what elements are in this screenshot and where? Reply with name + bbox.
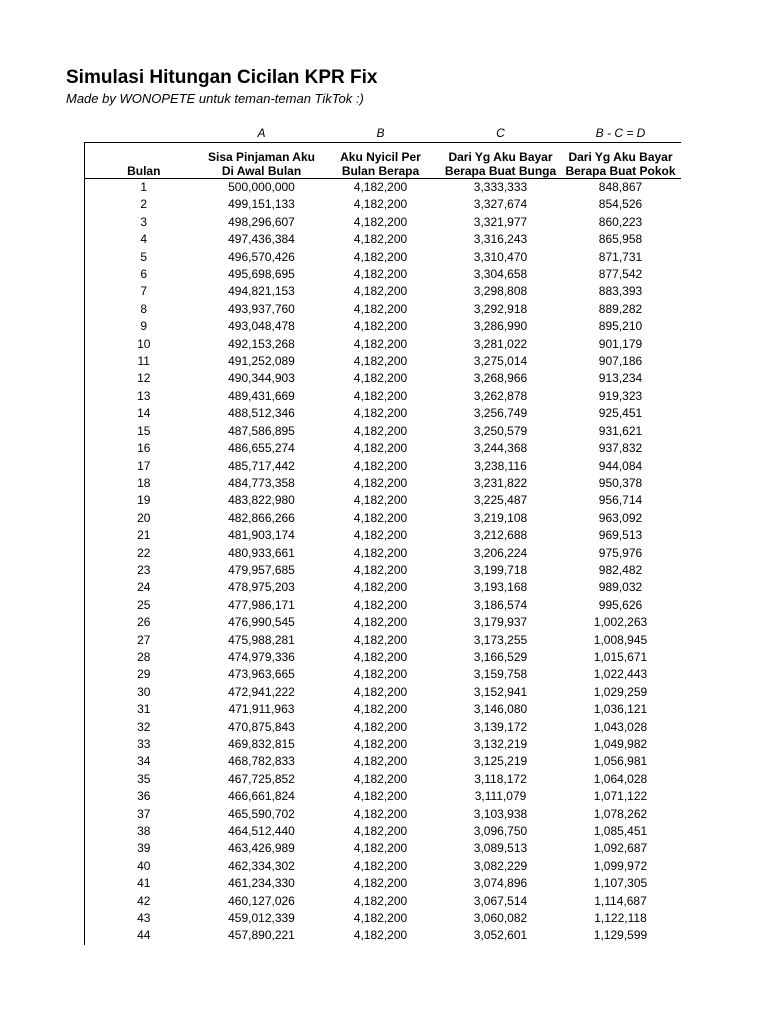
cell-cicilan: 4,182,200 bbox=[353, 249, 408, 264]
cell-pokok: 931,621 bbox=[598, 423, 643, 438]
cell-pokok: 889,282 bbox=[598, 301, 643, 316]
cell-bunga: 3,250,579 bbox=[473, 423, 528, 438]
cell-bunga: 3,316,243 bbox=[473, 232, 528, 247]
table-row bbox=[85, 196, 681, 213]
cell-pokok: 982,482 bbox=[598, 562, 643, 577]
cell-sisa-pinjaman: 497,436,384 bbox=[228, 232, 295, 247]
cell-bunga: 3,193,168 bbox=[473, 580, 528, 595]
header-line: Dari Yg Aku Bayar bbox=[448, 150, 553, 164]
cell-sisa-pinjaman: 482,866,266 bbox=[228, 510, 295, 525]
cell-cicilan: 4,182,200 bbox=[353, 475, 408, 490]
table-row bbox=[85, 353, 681, 370]
cell-pokok: 1,043,028 bbox=[593, 719, 648, 734]
cell-cicilan: 4,182,200 bbox=[353, 824, 408, 839]
column-letter: A bbox=[257, 126, 266, 140]
table-row bbox=[85, 649, 681, 666]
cell-bunga: 3,067,514 bbox=[473, 893, 528, 908]
cell-pokok: 1,099,972 bbox=[593, 858, 648, 873]
table-row bbox=[85, 632, 681, 649]
cell-bulan: 41 bbox=[85, 875, 203, 892]
cell-bulan: 24 bbox=[85, 579, 203, 596]
cell-pokok: 1,036,121 bbox=[593, 702, 648, 717]
cell-cicilan: 4,182,200 bbox=[353, 911, 408, 926]
cell-pokok: 1,002,263 bbox=[593, 615, 648, 630]
table-row bbox=[85, 423, 681, 440]
table-row bbox=[85, 858, 681, 875]
cell-sisa-pinjaman: 492,153,268 bbox=[228, 336, 295, 351]
cell-sisa-pinjaman: 460,127,026 bbox=[228, 893, 295, 908]
cell-sisa-pinjaman: 487,586,895 bbox=[228, 423, 295, 438]
table-row bbox=[85, 492, 681, 509]
cell-sisa-pinjaman: 465,590,702 bbox=[228, 806, 295, 821]
cell-bulan: 35 bbox=[85, 771, 203, 788]
cell-bulan: 33 bbox=[85, 736, 203, 753]
cell-bunga: 3,333,333 bbox=[473, 180, 528, 194]
cell-sisa-pinjaman: 462,334,302 bbox=[228, 858, 295, 873]
cell-pokok: 913,234 bbox=[598, 371, 643, 386]
table-row bbox=[85, 510, 681, 527]
column-letter: C bbox=[496, 126, 505, 140]
cell-bulan: 1 bbox=[85, 179, 203, 197]
cell-bulan: 10 bbox=[85, 336, 203, 353]
cell-bulan: 2 bbox=[85, 196, 203, 213]
cell-cicilan: 4,182,200 bbox=[353, 789, 408, 804]
cell-bulan: 9 bbox=[85, 318, 203, 335]
cell-bunga: 3,199,718 bbox=[473, 562, 528, 577]
cell-bulan: 37 bbox=[85, 806, 203, 823]
cell-bunga: 3,225,487 bbox=[473, 493, 528, 508]
table-row bbox=[85, 614, 681, 631]
cell-cicilan: 4,182,200 bbox=[353, 806, 408, 821]
cell-bunga: 3,052,601 bbox=[473, 928, 528, 943]
cell-pokok: 1,015,671 bbox=[593, 649, 648, 664]
column-letter: B - C = D bbox=[595, 126, 646, 140]
table-row bbox=[85, 388, 681, 405]
cell-bulan: 22 bbox=[85, 545, 203, 562]
header-bulan bbox=[85, 143, 203, 179]
column-letter bbox=[85, 124, 203, 143]
cell-bunga: 3,292,918 bbox=[473, 301, 528, 316]
cell-bulan: 28 bbox=[85, 649, 203, 666]
page-title: Simulasi Hitungan Cicilan KPR Fix bbox=[66, 67, 378, 88]
cell-bulan: 11 bbox=[85, 353, 203, 370]
cell-sisa-pinjaman: 474,979,336 bbox=[228, 649, 295, 664]
cell-cicilan: 4,182,200 bbox=[353, 388, 408, 403]
cell-sisa-pinjaman: 485,717,442 bbox=[228, 458, 295, 473]
header-line: Dari Yg Aku Bayar bbox=[568, 150, 673, 164]
cell-bulan: 12 bbox=[85, 370, 203, 387]
cell-sisa-pinjaman: 483,822,980 bbox=[228, 493, 295, 508]
cell-bulan: 29 bbox=[85, 666, 203, 683]
cell-bulan: 36 bbox=[85, 788, 203, 805]
table-row bbox=[85, 336, 681, 353]
cell-bulan: 27 bbox=[85, 632, 203, 649]
cell-pokok: 901,179 bbox=[598, 336, 643, 351]
cell-pokok: 1,064,028 bbox=[593, 771, 648, 786]
cell-bulan: 21 bbox=[85, 527, 203, 544]
cell-bunga: 3,111,079 bbox=[474, 789, 527, 804]
header-line: Berapa Buat Pokok bbox=[565, 164, 676, 178]
cell-sisa-pinjaman: 484,773,358 bbox=[228, 475, 295, 490]
table-row bbox=[85, 458, 681, 475]
cell-bunga: 3,256,749 bbox=[473, 406, 528, 421]
cell-bulan: 40 bbox=[85, 858, 203, 875]
cell-cicilan: 4,182,200 bbox=[353, 528, 408, 543]
table-row bbox=[85, 266, 681, 283]
cell-cicilan: 4,182,200 bbox=[353, 841, 408, 856]
header-cicilan bbox=[321, 143, 441, 179]
cell-pokok: 1,129,599 bbox=[593, 928, 648, 943]
cell-pokok: 854,526 bbox=[598, 197, 643, 212]
cell-cicilan: 4,182,200 bbox=[353, 580, 408, 595]
cell-sisa-pinjaman: 475,988,281 bbox=[228, 632, 295, 647]
cell-bunga: 3,096,750 bbox=[473, 824, 528, 839]
table-row bbox=[85, 283, 681, 300]
table-row bbox=[85, 840, 681, 857]
cell-sisa-pinjaman: 479,957,685 bbox=[228, 562, 295, 577]
page-subtitle: Made by WONOPETE untuk teman-teman TikTok :) bbox=[66, 91, 364, 106]
table-row bbox=[85, 806, 681, 823]
header-row bbox=[85, 143, 681, 179]
table-row bbox=[85, 579, 681, 596]
cell-pokok: 963,092 bbox=[598, 510, 643, 525]
cell-bunga: 3,082,229 bbox=[473, 858, 528, 873]
amortization-table bbox=[84, 124, 681, 945]
cell-sisa-pinjaman: 463,426,989 bbox=[228, 841, 295, 856]
cell-cicilan: 4,182,200 bbox=[353, 197, 408, 212]
table-row bbox=[85, 475, 681, 492]
cell-sisa-pinjaman: 457,890,221 bbox=[228, 928, 295, 943]
table-row bbox=[85, 545, 681, 562]
cell-bunga: 3,060,082 bbox=[473, 911, 528, 926]
cell-cicilan: 4,182,200 bbox=[353, 284, 408, 299]
cell-pokok: 975,976 bbox=[598, 545, 643, 560]
cell-bunga: 3,262,878 bbox=[473, 388, 528, 403]
table-row bbox=[85, 405, 681, 422]
cell-bunga: 3,152,941 bbox=[473, 684, 528, 699]
cell-cicilan: 4,182,200 bbox=[353, 406, 408, 421]
header-sisa-pinjaman bbox=[203, 143, 321, 179]
cell-bunga: 3,125,219 bbox=[473, 754, 528, 769]
column-letter-row bbox=[85, 124, 681, 143]
cell-pokok: 1,114,687 bbox=[594, 893, 647, 908]
cell-sisa-pinjaman: 490,344,903 bbox=[228, 371, 295, 386]
cell-cicilan: 4,182,200 bbox=[353, 876, 408, 891]
cell-cicilan: 4,182,200 bbox=[353, 649, 408, 664]
cell-bunga: 3,159,758 bbox=[473, 667, 528, 682]
cell-bunga: 3,231,822 bbox=[473, 475, 528, 490]
cell-cicilan: 4,182,200 bbox=[353, 928, 408, 943]
cell-bunga: 3,118,172 bbox=[474, 771, 527, 786]
cell-pokok: 895,210 bbox=[598, 319, 643, 334]
cell-sisa-pinjaman: 489,431,669 bbox=[228, 388, 295, 403]
cell-cicilan: 4,182,200 bbox=[353, 754, 408, 769]
cell-cicilan: 4,182,200 bbox=[353, 493, 408, 508]
header-bunga bbox=[441, 143, 561, 179]
table-row bbox=[85, 927, 681, 944]
cell-bulan: 25 bbox=[85, 597, 203, 614]
cell-bunga: 3,310,470 bbox=[473, 249, 528, 264]
cell-cicilan: 4,182,200 bbox=[353, 371, 408, 386]
cell-pokok: 1,085,451 bbox=[593, 824, 648, 839]
cell-cicilan: 4,182,200 bbox=[353, 597, 408, 612]
cell-bulan: 13 bbox=[85, 388, 203, 405]
table-row bbox=[85, 597, 681, 614]
cell-bulan: 7 bbox=[85, 283, 203, 300]
cell-pokok: 883,393 bbox=[598, 284, 643, 299]
cell-cicilan: 4,182,200 bbox=[353, 684, 408, 699]
cell-bunga: 3,146,080 bbox=[473, 702, 528, 717]
cell-bunga: 3,212,688 bbox=[473, 528, 528, 543]
cell-bunga: 3,281,022 bbox=[473, 336, 528, 351]
cell-bunga: 3,132,219 bbox=[473, 737, 528, 751]
cell-bulan: 20 bbox=[85, 510, 203, 527]
column-letter: B bbox=[376, 126, 385, 140]
cell-bunga: 3,219,108 bbox=[473, 510, 528, 525]
cell-sisa-pinjaman: 478,975,203 bbox=[228, 580, 295, 595]
table-body bbox=[85, 179, 681, 945]
table-row bbox=[85, 562, 681, 579]
cell-pokok: 871,731 bbox=[598, 249, 643, 264]
cell-bulan: 6 bbox=[85, 266, 203, 283]
cell-bunga: 3,089,513 bbox=[473, 841, 528, 856]
cell-bunga: 3,186,574 bbox=[473, 597, 528, 612]
cell-cicilan: 4,182,200 bbox=[353, 232, 408, 247]
cell-sisa-pinjaman: 466,661,824 bbox=[228, 789, 295, 804]
cell-sisa-pinjaman: 467,725,852 bbox=[228, 771, 295, 786]
header-line: Di Awal Bulan bbox=[221, 164, 302, 178]
cell-bunga: 3,238,116 bbox=[474, 458, 527, 473]
table-row bbox=[85, 684, 681, 701]
cell-pokok: 937,832 bbox=[598, 441, 643, 456]
cell-bunga: 3,206,224 bbox=[473, 545, 528, 560]
cell-pokok: 1,071,122 bbox=[593, 789, 648, 804]
header-line: Bulan Berapa bbox=[341, 164, 420, 178]
cell-cicilan: 4,182,200 bbox=[353, 771, 408, 786]
cell-bulan: 5 bbox=[85, 249, 203, 266]
cell-bulan: 43 bbox=[85, 910, 203, 927]
cell-pokok: 877,542 bbox=[598, 267, 643, 282]
cell-pokok: 995,626 bbox=[598, 597, 643, 612]
cell-sisa-pinjaman: 477,986,171 bbox=[228, 597, 295, 612]
cell-sisa-pinjaman: 491,252,089 bbox=[228, 354, 295, 369]
cell-sisa-pinjaman: 495,698,695 bbox=[228, 267, 295, 282]
cell-bunga: 3,074,896 bbox=[473, 876, 528, 891]
cell-cicilan: 4,182,200 bbox=[353, 702, 408, 717]
cell-pokok: 1,056,981 bbox=[593, 754, 648, 769]
cell-sisa-pinjaman: 481,903,174 bbox=[228, 528, 295, 543]
table-row bbox=[85, 231, 681, 248]
cell-cicilan: 4,182,200 bbox=[353, 510, 408, 525]
cell-cicilan: 4,182,200 bbox=[353, 319, 408, 334]
cell-cicilan: 4,182,200 bbox=[353, 737, 408, 751]
cell-sisa-pinjaman: 464,512,440 bbox=[228, 824, 295, 839]
table-row bbox=[85, 370, 681, 387]
table-row bbox=[85, 701, 681, 718]
cell-cicilan: 4,182,200 bbox=[353, 336, 408, 351]
table-row bbox=[85, 736, 681, 753]
cell-sisa-pinjaman: 500,000,000 bbox=[228, 180, 295, 194]
table-row bbox=[85, 893, 681, 910]
table-row bbox=[85, 753, 681, 770]
table-row bbox=[85, 719, 681, 736]
cell-bulan: 39 bbox=[85, 840, 203, 857]
cell-bunga: 3,298,808 bbox=[473, 284, 528, 299]
cell-sisa-pinjaman: 471,911,963 bbox=[228, 702, 295, 717]
cell-bunga: 3,268,966 bbox=[473, 371, 528, 386]
cell-sisa-pinjaman: 488,512,346 bbox=[228, 406, 295, 421]
cell-bunga: 3,327,674 bbox=[473, 197, 528, 212]
table-row bbox=[85, 875, 681, 892]
table-row bbox=[85, 666, 681, 683]
cell-cicilan: 4,182,200 bbox=[353, 354, 408, 369]
cell-bulan: 15 bbox=[85, 423, 203, 440]
cell-cicilan: 4,182,200 bbox=[353, 545, 408, 560]
cell-bunga: 3,173,255 bbox=[473, 632, 528, 647]
cell-bulan: 38 bbox=[85, 823, 203, 840]
cell-bunga: 3,166,529 bbox=[473, 649, 528, 664]
cell-sisa-pinjaman: 494,821,153 bbox=[228, 284, 295, 299]
cell-cicilan: 4,182,200 bbox=[353, 423, 408, 438]
cell-bulan: 17 bbox=[85, 458, 203, 475]
cell-pokok: 865,958 bbox=[598, 232, 643, 247]
header-line: Berapa Buat Bunga bbox=[444, 164, 557, 178]
cell-bunga: 3,321,977 bbox=[473, 214, 528, 229]
cell-bulan: 32 bbox=[85, 719, 203, 736]
cell-pokok: 919,323 bbox=[598, 388, 643, 403]
cell-sisa-pinjaman: 486,655,274 bbox=[228, 441, 295, 456]
cell-sisa-pinjaman: 493,048,478 bbox=[228, 319, 295, 334]
header-line: Bulan bbox=[127, 164, 161, 178]
cell-bulan: 8 bbox=[85, 301, 203, 318]
cell-cicilan: 4,182,200 bbox=[353, 632, 408, 647]
cell-sisa-pinjaman: 480,933,661 bbox=[228, 545, 295, 560]
cell-sisa-pinjaman: 470,875,843 bbox=[228, 719, 295, 734]
cell-bulan: 31 bbox=[85, 701, 203, 718]
cell-cicilan: 4,182,200 bbox=[353, 893, 408, 908]
cell-sisa-pinjaman: 493,937,760 bbox=[228, 301, 295, 316]
cell-pokok: 925,451 bbox=[598, 406, 643, 421]
cell-bunga: 3,103,938 bbox=[473, 806, 528, 821]
cell-sisa-pinjaman: 498,296,607 bbox=[228, 214, 295, 229]
header-line: Aku Nyicil Per bbox=[340, 150, 421, 164]
cell-pokok: 1,029,259 bbox=[593, 684, 648, 699]
cell-pokok: 848,867 bbox=[598, 180, 643, 194]
table-row bbox=[85, 179, 681, 197]
cell-bulan: 3 bbox=[85, 214, 203, 231]
cell-cicilan: 4,182,200 bbox=[353, 562, 408, 577]
cell-bunga: 3,304,658 bbox=[473, 267, 528, 282]
cell-pokok: 1,122,118 bbox=[594, 911, 647, 926]
cell-bulan: 18 bbox=[85, 475, 203, 492]
header-line: Sisa Pinjaman Aku bbox=[208, 150, 315, 164]
cell-bulan: 44 bbox=[85, 927, 203, 944]
cell-cicilan: 4,182,200 bbox=[353, 180, 408, 194]
cell-cicilan: 4,182,200 bbox=[353, 667, 408, 682]
cell-cicilan: 4,182,200 bbox=[353, 214, 408, 229]
cell-bunga: 3,286,990 bbox=[473, 319, 528, 334]
cell-pokok: 860,223 bbox=[598, 214, 643, 229]
table-row bbox=[85, 318, 681, 335]
cell-pokok: 969,513 bbox=[598, 528, 643, 543]
cell-cicilan: 4,182,200 bbox=[353, 858, 408, 873]
table-row bbox=[85, 214, 681, 231]
cell-bulan: 26 bbox=[85, 614, 203, 631]
cell-pokok: 1,078,262 bbox=[593, 806, 648, 821]
cell-bulan: 19 bbox=[85, 492, 203, 509]
cell-bulan: 4 bbox=[85, 231, 203, 248]
cell-bunga: 3,275,014 bbox=[473, 354, 528, 369]
table-row bbox=[85, 788, 681, 805]
cell-cicilan: 4,182,200 bbox=[353, 441, 408, 456]
cell-sisa-pinjaman: 473,963,665 bbox=[228, 667, 295, 682]
table-row bbox=[85, 771, 681, 788]
cell-pokok: 1,107,305 bbox=[593, 876, 648, 891]
table-row bbox=[85, 440, 681, 457]
cell-cicilan: 4,182,200 bbox=[353, 719, 408, 734]
cell-pokok: 950,378 bbox=[598, 475, 643, 490]
cell-bunga: 3,139,172 bbox=[473, 719, 528, 734]
table-row bbox=[85, 301, 681, 318]
cell-pokok: 1,092,687 bbox=[593, 841, 648, 856]
cell-sisa-pinjaman: 496,570,426 bbox=[228, 249, 295, 264]
cell-sisa-pinjaman: 468,782,833 bbox=[228, 754, 295, 769]
cell-cicilan: 4,182,200 bbox=[353, 267, 408, 282]
cell-bulan: 23 bbox=[85, 562, 203, 579]
cell-bulan: 42 bbox=[85, 893, 203, 910]
cell-pokok: 944,084 bbox=[598, 458, 643, 473]
cell-sisa-pinjaman: 476,990,545 bbox=[228, 615, 295, 630]
cell-sisa-pinjaman: 472,941,222 bbox=[228, 684, 295, 699]
cell-cicilan: 4,182,200 bbox=[353, 458, 408, 473]
cell-pokok: 1,022,443 bbox=[593, 667, 648, 682]
cell-bunga: 3,179,937 bbox=[473, 615, 528, 630]
cell-cicilan: 4,182,200 bbox=[353, 615, 408, 630]
cell-pokok: 1,008,945 bbox=[593, 632, 648, 647]
table-row bbox=[85, 823, 681, 840]
cell-sisa-pinjaman: 499,151,133 bbox=[228, 197, 295, 212]
amortization-table-container bbox=[84, 124, 680, 945]
cell-cicilan: 4,182,200 bbox=[353, 301, 408, 316]
table-row bbox=[85, 910, 681, 927]
cell-pokok: 907,186 bbox=[598, 354, 643, 369]
table-row bbox=[85, 527, 681, 544]
cell-sisa-pinjaman: 459,012,339 bbox=[228, 911, 295, 926]
cell-pokok: 989,032 bbox=[598, 580, 643, 595]
table-row bbox=[85, 249, 681, 266]
cell-sisa-pinjaman: 469,832,815 bbox=[228, 737, 295, 751]
cell-bulan: 34 bbox=[85, 753, 203, 770]
cell-bulan: 16 bbox=[85, 440, 203, 457]
cell-sisa-pinjaman: 461,234,330 bbox=[228, 876, 295, 891]
cell-pokok: 956,714 bbox=[598, 493, 643, 508]
cell-bunga: 3,244,368 bbox=[473, 441, 528, 456]
cell-pokok: 1,049,982 bbox=[593, 737, 648, 751]
cell-bulan: 14 bbox=[85, 405, 203, 422]
cell-bulan: 30 bbox=[85, 684, 203, 701]
header-pokok bbox=[561, 143, 681, 179]
